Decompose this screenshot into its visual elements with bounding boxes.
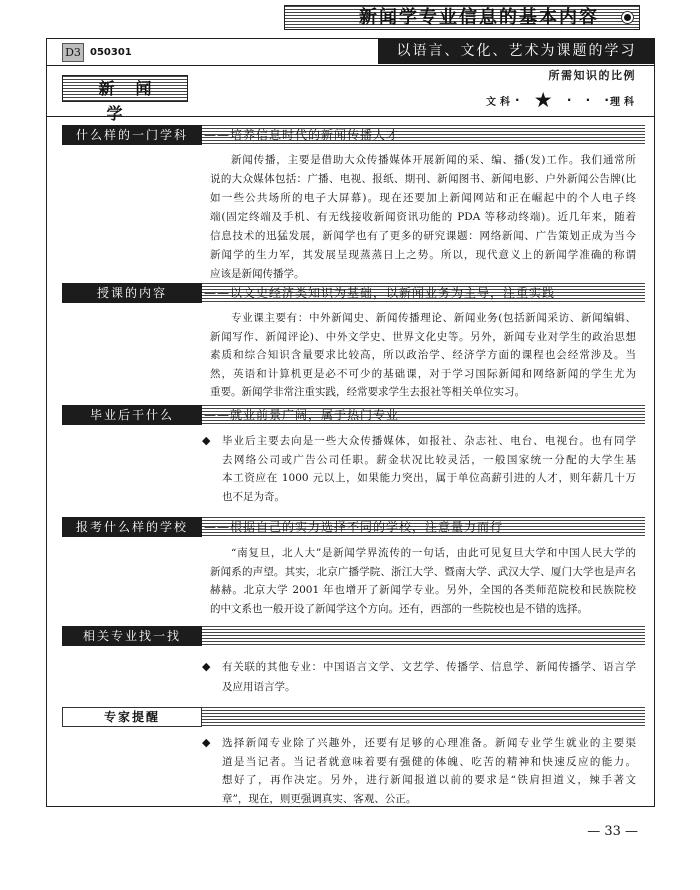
text-line: “南复旦，北人大”是新闻学界流传的一句话，由此可见复旦大学和中国人民大学的 [231, 547, 636, 559]
text-line: 选择新闻专业除了兴趣外，还要有足够的心理准备。新闻专业学生就业的主要渠 [222, 737, 636, 749]
text-line: 及应用语言学。 [222, 681, 296, 693]
diamond-bullet-icon: ◆ [202, 660, 211, 673]
text-line: 然，英语和计算机更是必不可少的基础课，对于学习国际新闻和网络新闻的学生尤为 [210, 367, 636, 380]
section-paragraph-discipline [210, 151, 636, 284]
section-label-related: 相关专业找一找 [62, 626, 202, 646]
major-code: 050301 [90, 47, 132, 58]
section-subtitle: ——就业前景广阔，属于热门专业 [204, 408, 400, 422]
section-rule [202, 405, 645, 425]
text-line: 信息技术的迅猛发展，新闻学也有了更多的研究课题：网络新闻、广告策划正成为当今 [210, 230, 636, 242]
text-line: 想好了，再作决定。另外，进行新闻报道以前的要求是“铁肩担道义，辣手著文 [222, 774, 636, 787]
section-paragraph-expert-tips [222, 734, 636, 808]
section-label-expert-tips: 专家提醒 [62, 707, 202, 727]
text-line: 新闻写作、新闻评论)、中外文学史、世界文化史等。另外，新闻专业对学生的政治思想 [210, 330, 636, 343]
text-line: 本工资应在 1000 元以上，如果能力突出，属于单位高薪引进的人才，则年薪几十万 [222, 472, 636, 485]
section-paragraph-careers [222, 432, 636, 506]
text-line: 新闻学的生力军，其发展呈现蒸蒸日上之势。所以，现代意义上的新闻学准确的称谓 [210, 249, 636, 261]
page-header-title: 新闻学专业信息的基本内容 [359, 7, 599, 28]
text-line: 道是当记者。当记者就意味着要有强健的体魄、吃苦的精神和快速反应的能力。 [222, 755, 636, 768]
text-line: 章”，现在，则更强调真实、客观、公正。 [222, 792, 417, 805]
section-subtitle: ——以文史经济类知识为基础，以新闻业务为主导，注重实践 [204, 286, 556, 300]
text-line: 应该是新闻传播学。 [210, 268, 305, 280]
section-rule [202, 707, 645, 727]
knowledge-ratio-scale [486, 89, 638, 111]
section-label-courses: 授课的内容 [62, 283, 202, 303]
page-header-box [284, 5, 640, 30]
page-number: — 33 — [587, 824, 638, 839]
scale-track [515, 89, 609, 111]
section-rule [202, 125, 645, 145]
text-line: 如一些公共场所的电子大屏幕)。现在还要加上新闻网站和正在崛起中的个人电子终 [210, 192, 636, 204]
circle-dot-icon [622, 12, 633, 23]
section-paragraph-related [222, 657, 636, 697]
text-line: 重要。新闻学非常注重实践，经常要求学生去报社等相关单位实习。 [210, 386, 525, 399]
text-line: 素质和综合知识含量要求比较高，所以政治学、经济学方面的课程也会经常涉及。当 [210, 349, 636, 362]
section-subtitle: ——根据自己的实力选择不同的学校，注意量力而行 [204, 520, 504, 534]
text-line: 的中文系也一般开设了新闻学这个方向。还有，西部的一些院校也是不错的选择。 [210, 602, 588, 615]
section-label-schools: 报考什么样的学校 [62, 517, 202, 537]
text-line: 去网络公司或广告公司任职。薪金状况比较灵活，一般国家统一分配的大学生基 [222, 453, 636, 466]
section-paragraph-courses [210, 309, 636, 402]
section-label-careers: 毕业后干什么 [62, 405, 202, 425]
text-line: 也不足为奇。 [222, 490, 285, 503]
text-line: 赫赫。北京大学 2001 年也增开了新闻学专业。另外，全国的各类师范院校和民族院校 [210, 584, 636, 597]
scale-dot: · [515, 93, 520, 107]
text-line: 专业课主要有：中外新闻史、新闻传播理论、新闻业务(包括新闻采访、新闻编辑、 [231, 312, 636, 324]
text-line: 说的大众媒体包括：广播、电视、报纸、期刊、新闻图书、新闻电影、户外新闻公告牌(比 [210, 173, 636, 185]
diamond-bullet-icon: ◆ [202, 736, 211, 749]
major-name-box [62, 75, 188, 123]
section-rule [202, 517, 645, 537]
scale-right-label: 理科 [610, 96, 638, 108]
scale-left-label: 文科 [486, 96, 514, 108]
text-line: 新闻系的声望。其实，北京广播学院、浙江大学、暨南大学、武汉大学、厦门大学也是声名 [210, 565, 636, 578]
diamond-bullet-icon: ◆ [202, 434, 211, 447]
volume-badge: D3 [62, 43, 84, 62]
theme-banner: 以语言、文化、艺术为课题的学习 [378, 39, 655, 64]
section-label-discipline: 什么样的一门学科 [62, 125, 202, 145]
scale-marker-star-icon: ★ [533, 88, 553, 112]
text-line: 毕业后主要去向是一些大众传播媒体，如报社、杂志社、电台、电视台。也有同学 [222, 435, 636, 447]
text-line: 新闻传播，主要是借助大众传播媒体开展新闻的采、编、播(发)工作。我们通常所 [231, 154, 636, 166]
scale-dot: · [604, 93, 609, 107]
text-line: 端(固定终端及手机、有无线接收新闻资讯功能的 PDA 等移动终端)。近几年来，随着 [210, 211, 636, 223]
header-divider [46, 65, 655, 66]
knowledge-ratio-title: 所需知识的比例 [548, 69, 636, 82]
scale-dot: · [585, 93, 591, 107]
scale-dot: · [566, 93, 572, 107]
section-rule [202, 626, 645, 646]
section-subtitle: ——培养信息时代的新闻传播人才 [204, 128, 400, 142]
section-rule [202, 283, 645, 303]
section-paragraph-schools [210, 544, 636, 618]
major-name: 新闻学 [98, 79, 173, 123]
text-line: 有关联的其他专业：中国语言文学、文艺学、传播学、信息学、新闻传播学、语言学 [222, 661, 636, 673]
